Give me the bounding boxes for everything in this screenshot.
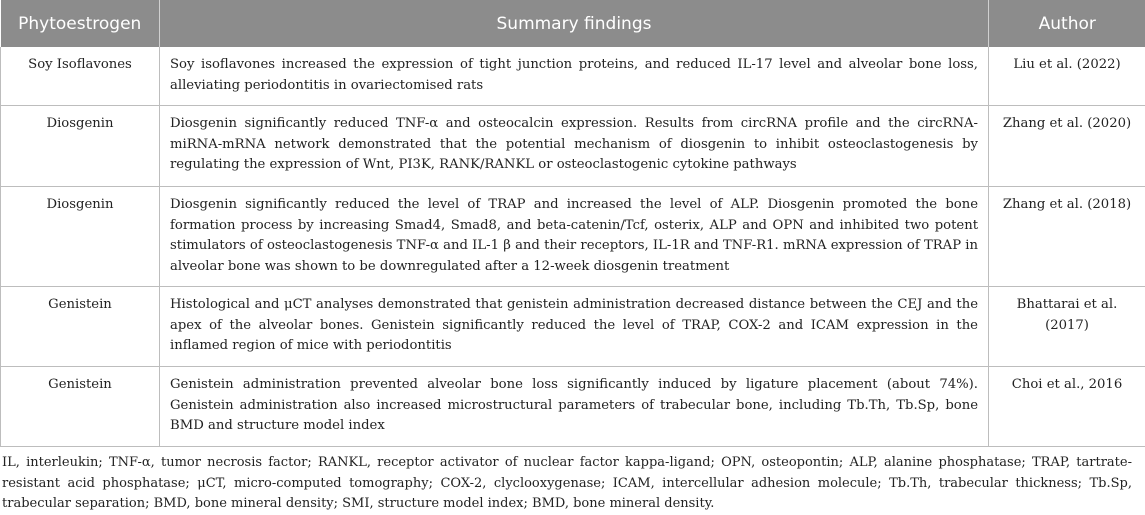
table-row bbox=[1, 47, 1145, 106]
cell-findings: Diosgenin significantly reduced TNF-α and osteocalcin expression. Results from circRNA profile and the circRNA-miRNA-mRNA network demonstrated that the potential mechanism of diosgenin to inhibit osteoclastogenesis by regulating the expression of Wnt, PI3K, RANK/RANKL or osteoclastogenic cytokine pathways bbox=[160, 106, 989, 187]
cell-phytoestrogen: Genistein bbox=[1, 367, 160, 447]
cell-findings: Genistein administration prevented alveolar bone loss significantly induced by ligature placement (about 74%). Genistein administration also increased microstructural parameters of trabecular bone, including Tb.Th, Tb.Sp, bone BMD and structure model index bbox=[160, 367, 989, 447]
cell-author: Zhang et al. (2018) bbox=[989, 187, 1145, 287]
header-summary-findings: Summary findings bbox=[160, 0, 989, 47]
cell-author: Liu et al. (2022) bbox=[989, 47, 1145, 106]
cell-phytoestrogen: Diosgenin bbox=[1, 187, 160, 287]
header-row bbox=[1, 0, 1145, 47]
cell-phytoestrogen: Soy Isoflavones bbox=[1, 47, 160, 106]
table-row bbox=[1, 187, 1145, 287]
table-footnote: IL, interleukin; TNF-α, tumor necrosis factor; RANKL, receptor activator of nuclear factor kappa-ligand; OPN, osteopontin; ALP, alanine phosphatase; TRAP, tartrate-resistant acid phosphatase; μCT, micro-computed tomography; COX-2, clyclooxygenase; ICAM, intercellular adhesion molecule; Tb.Th, trabecular thickness; Tb.Sp, trabecular separation; BMD, bone mineral density; SMI, structure model index; BMD, bone mineral density. bbox=[0, 453, 1132, 515]
table-row bbox=[1, 106, 1145, 187]
cell-phytoestrogen: Genistein bbox=[1, 287, 160, 367]
header-phytoestrogen: Phytoestrogen bbox=[1, 0, 160, 47]
table-body bbox=[1, 47, 1145, 447]
cell-findings: Diosgenin significantly reduced the level of TRAP and increased the level of ALP. Diosgenin promoted the bone formation process by increasing Smad4, Smad8, and beta-catenin/Tcf, osterix, ALP and OPN and inhibited two potent stimulators of osteoclastogenesis TNF-α and IL-1 β and their receptors, IL-1R and TNF-R1. mRNA expression of TRAP in alveolar bone was shown to be downregulated after a 12-week diosgenin treatment bbox=[160, 187, 989, 287]
header-author: Author bbox=[989, 0, 1145, 47]
cell-author: Bhattarai et al. (2017) bbox=[989, 287, 1145, 367]
cell-findings: Histological and μCT analyses demonstrated that genistein administration decreased distance between the CEJ and the apex of the alveolar bones. Genistein significantly reduced the level of TRAP, COX-2 and ICAM expression in the inflamed region of mice with periodontitis bbox=[160, 287, 989, 367]
table-header bbox=[1, 0, 1145, 47]
cell-phytoestrogen: Diosgenin bbox=[1, 106, 160, 187]
table-row bbox=[1, 287, 1145, 367]
cell-author: Choi et al., 2016 bbox=[989, 367, 1145, 447]
table-row bbox=[1, 367, 1145, 447]
cell-findings: Soy isoflavones increased the expression of tight junction proteins, and reduced IL-17 level and alveolar bone loss, alleviating periodontitis in ovariectomised rats bbox=[160, 47, 989, 106]
cell-author: Zhang et al. (2020) bbox=[989, 106, 1145, 187]
